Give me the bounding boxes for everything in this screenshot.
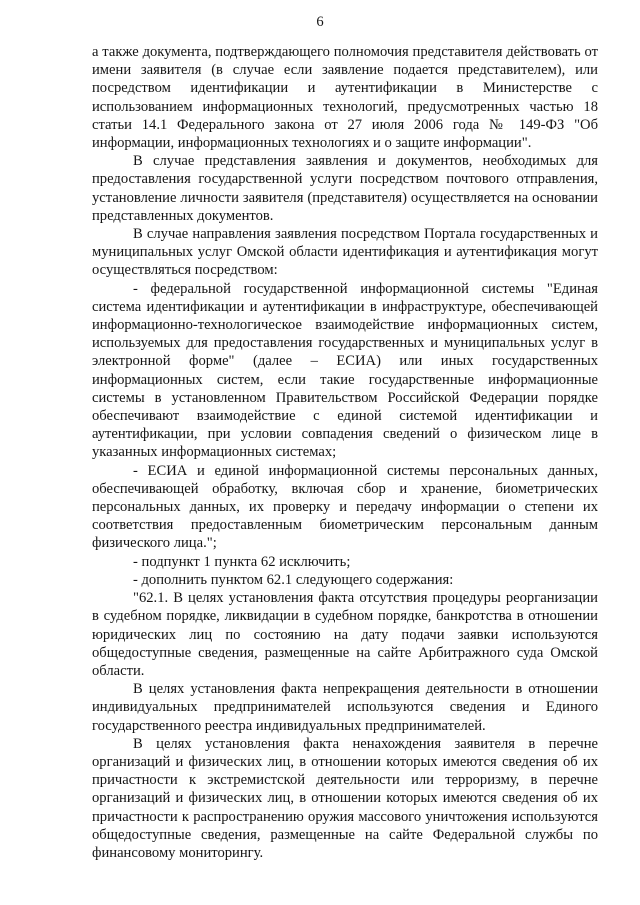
- paragraph: В целях установления факта ненахождения заявителя в перечне организаций и физических лиц, в отношении которых имеются сведения об их причастности к экстремистской деятельности или терроризму, в перечне организаций и физических лиц, в отношении которых имеются сведения об их причастности к распространению оружия массового уничтожения используются общедоступные сведения, размещенные на сайте Федеральной службы по финансовому мониторингу.: [92, 735, 598, 861]
- paragraph: В целях установления факта непрекращения деятельности в отношении индивидуальных предпринимателей используются сведения и Единого государственного реестра индивидуальных предпринимателей.: [92, 681, 598, 734]
- list-item: - подпункт 1 пункта 62 исключить;: [133, 553, 351, 570]
- document-body: [92, 43, 598, 862]
- paragraph: В случае направления заявления посредством Портала государственных и муниципальных услуг Омской области идентификация и аутентификация могут осуществляться посредством:: [92, 226, 598, 279]
- list-item: - федеральной государственной информационной системы "Единая система идентификации и аутентификации в инфраструктуре, обеспечивающей информационно-технологическое взаимодействие информационных систем, используемых для предоставления государственных и муниципальных услуг в электронной форме" (далее – ЕСИА) или иных государственных информационных систем, если такие государственные информационные системы в установленном Правительством Российской Федерации порядке обеспечивают взаимодействие с единой системой идентификации и аутентификации, при условии совпадения сведений о физическом лице в указанных информационных системах;: [92, 280, 598, 461]
- list-item: - ЕСИА и единой информационной системы персональных данных, обеспечивающей обработку, включая сбор и хранение, биометрических персональных данных, их проверку и передачу информации о степени их соответствия предоставленным биометрическим персональным данным физического лица.";: [92, 462, 598, 552]
- paragraph: "62.1. В целях установления факта отсутствия процедуры реорганизации в судебном порядке, ликвидации в судебном порядке, банкротства в отношении юридических лиц по состоянию на дату подачи заявки используются общедоступные сведения, размещенные на сайте Арбитражного суда Омской области.: [92, 590, 598, 679]
- page-number: 6: [316, 14, 324, 30]
- paragraph: В случае представления заявления и документов, необходимых для предоставления государственной услуги посредством почтового отправления, установление личности заявителя (представителя) осуществляется на основании представленных документов.: [92, 153, 598, 224]
- list-item: - дополнить пунктом 62.1 следующего содержания:: [133, 571, 454, 588]
- paragraph: а также документа, подтверждающего полномочия представителя действовать от имени заявителя (в случае если заявление подается представителем), или посредством идентификации и аутентификации в Министерстве с использованием информационных технологий, предусмотренных частью 18 статьи 14.1 Федерального закона от 27 июля 2006 года № 149-ФЗ "Об информации, информационных технологиях и о защите информации".: [92, 44, 598, 152]
